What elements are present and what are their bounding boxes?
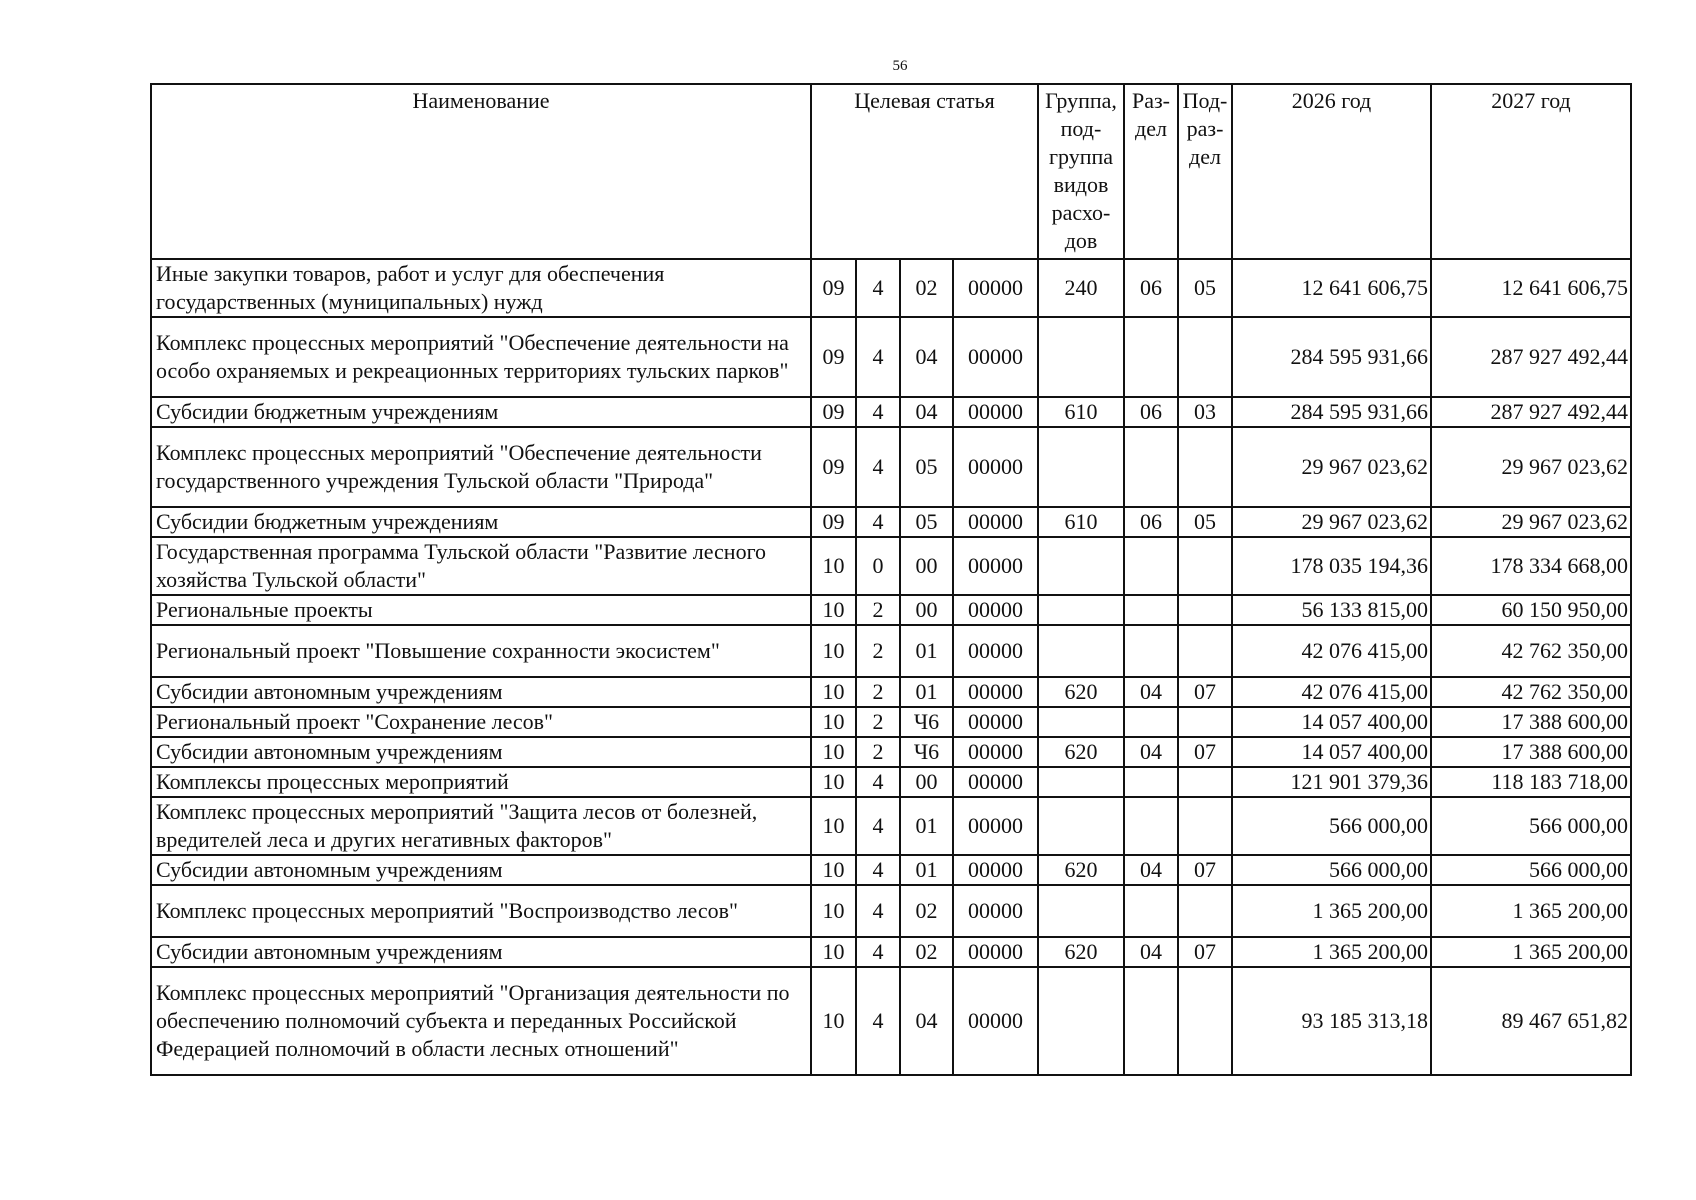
section-code [1124,767,1178,797]
amount-2026: 284 595 931,66 [1232,317,1431,397]
row-name: Региональный проект "Повышение сохранности экосистем" [151,625,811,677]
section-code [1124,317,1178,397]
amount-2027: 29 967 023,62 [1431,427,1631,507]
amount-2026: 14 057 400,00 [1232,737,1431,767]
row-name: Субсидии бюджетным учреждениям [151,507,811,537]
amount-2027: 12 641 606,75 [1431,259,1631,317]
target-code-structure: 02 [900,885,953,937]
table-row [151,537,1631,595]
amount-2027: 42 762 350,00 [1431,677,1631,707]
amount-2026: 14 057 400,00 [1232,707,1431,737]
header-year-2027: 2027 год [1431,84,1631,259]
target-code-direction: 00000 [953,625,1038,677]
target-code-program: 10 [811,737,856,767]
amount-2026: 566 000,00 [1232,855,1431,885]
target-code-structure: 01 [900,677,953,707]
target-code-type: 2 [856,707,900,737]
target-code-type: 4 [856,937,900,967]
amount-2027: 287 927 492,44 [1431,397,1631,427]
amount-2026: 42 076 415,00 [1232,677,1431,707]
target-code-structure: 01 [900,855,953,885]
subsection-code: 07 [1178,737,1232,767]
amount-2026: 93 185 313,18 [1232,967,1431,1075]
expense-group [1038,625,1124,677]
target-code-type: 4 [856,317,900,397]
table-row [151,855,1631,885]
target-code-program: 10 [811,595,856,625]
row-name: Государственная программа Тульской области "Развитие лесного хозяйства Тульской области" [151,537,811,595]
target-code-type: 4 [856,797,900,855]
target-code-type: 2 [856,677,900,707]
amount-2027: 17 388 600,00 [1431,707,1631,737]
table-row [151,677,1631,707]
row-name: Субсидии автономным учреждениям [151,677,811,707]
amount-2027: 29 967 023,62 [1431,507,1631,537]
expense-group [1038,767,1124,797]
target-code-type: 4 [856,427,900,507]
target-code-program: 10 [811,707,856,737]
target-code-structure: Ч6 [900,707,953,737]
table-row [151,507,1631,537]
target-code-type: 2 [856,595,900,625]
target-code-direction: 00000 [953,259,1038,317]
target-code-type: 2 [856,625,900,677]
subsection-code [1178,885,1232,937]
target-code-program: 09 [811,507,856,537]
section-code: 04 [1124,937,1178,967]
target-code-direction: 00000 [953,397,1038,427]
amount-2026: 1 365 200,00 [1232,937,1431,967]
target-code-direction: 00000 [953,885,1038,937]
header-name: Наименование [151,84,811,259]
row-name: Комплексы процессных мероприятий [151,767,811,797]
expense-group: 620 [1038,855,1124,885]
subsection-code [1178,707,1232,737]
section-code [1124,625,1178,677]
target-code-program: 10 [811,855,856,885]
target-code-structure: 00 [900,767,953,797]
target-code-structure: Ч6 [900,737,953,767]
table-row [151,967,1631,1075]
section-code: 06 [1124,259,1178,317]
subsection-code [1178,767,1232,797]
header-year-2026: 2026 год [1232,84,1431,259]
table-row [151,317,1631,397]
section-code [1124,885,1178,937]
target-code-direction: 00000 [953,595,1038,625]
section-code: 06 [1124,507,1178,537]
subsection-code [1178,797,1232,855]
expense-group [1038,967,1124,1075]
expense-group: 610 [1038,507,1124,537]
target-code-program: 10 [811,797,856,855]
expense-group: 610 [1038,397,1124,427]
subsection-code [1178,625,1232,677]
target-code-direction: 00000 [953,967,1038,1075]
target-code-direction: 00000 [953,937,1038,967]
target-code-program: 10 [811,677,856,707]
amount-2027: 287 927 492,44 [1431,317,1631,397]
target-code-type: 4 [856,967,900,1075]
expense-group [1038,317,1124,397]
amount-2027: 566 000,00 [1431,855,1631,885]
target-code-program: 10 [811,885,856,937]
section-code: 04 [1124,677,1178,707]
section-code [1124,427,1178,507]
amount-2027: 60 150 950,00 [1431,595,1631,625]
target-code-type: 4 [856,507,900,537]
row-name: Иные закупки товаров, работ и услуг для обеспечения государственных (муниципальных) нужд [151,259,811,317]
table-row [151,625,1631,677]
target-code-direction: 00000 [953,507,1038,537]
table-row [151,937,1631,967]
amount-2026: 284 595 931,66 [1232,397,1431,427]
target-code-program: 09 [811,427,856,507]
target-code-structure: 04 [900,967,953,1075]
amount-2026: 121 901 379,36 [1232,767,1431,797]
expense-group: 620 [1038,737,1124,767]
subsection-code [1178,595,1232,625]
amount-2026: 566 000,00 [1232,797,1431,855]
table-header-row [151,84,1631,259]
target-code-structure: 00 [900,537,953,595]
target-code-type: 4 [856,855,900,885]
expense-group [1038,885,1124,937]
row-name: Комплекс процессных мероприятий "Организация деятельности по обеспечению полномочий субъекта и переданных Российской Федерацией полномочий в области лесных отношений" [151,967,811,1075]
expense-group [1038,427,1124,507]
target-code-program: 10 [811,537,856,595]
section-code: 06 [1124,397,1178,427]
amount-2027: 566 000,00 [1431,797,1631,855]
target-code-structure: 04 [900,317,953,397]
target-code-structure: 04 [900,397,953,427]
target-code-program: 09 [811,397,856,427]
target-code-program: 10 [811,767,856,797]
expense-group: 240 [1038,259,1124,317]
subsection-code [1178,967,1232,1075]
section-code [1124,967,1178,1075]
table-body [151,259,1631,1075]
subsection-code [1178,427,1232,507]
row-name: Субсидии автономным учреждениям [151,937,811,967]
row-name: Региональные проекты [151,595,811,625]
amount-2027: 118 183 718,00 [1431,767,1631,797]
target-code-structure: 02 [900,259,953,317]
section-code [1124,797,1178,855]
header-razdel: Раз- дел [1124,84,1178,259]
expense-group: 620 [1038,677,1124,707]
amount-2026: 12 641 606,75 [1232,259,1431,317]
subsection-code: 03 [1178,397,1232,427]
row-name: Комплекс процессных мероприятий "Воспроизводство лесов" [151,885,811,937]
section-code [1124,595,1178,625]
subsection-code: 05 [1178,259,1232,317]
amount-2027: 178 334 668,00 [1431,537,1631,595]
table-row [151,595,1631,625]
header-podrazdel: Под- раз- дел [1178,84,1232,259]
target-code-program: 09 [811,317,856,397]
target-code-structure: 05 [900,507,953,537]
row-name: Субсидии бюджетным учреждениям [151,397,811,427]
table-row [151,767,1631,797]
row-name: Субсидии автономным учреждениям [151,855,811,885]
subsection-code: 05 [1178,507,1232,537]
amount-2027: 1 365 200,00 [1431,885,1631,937]
target-code-structure: 01 [900,625,953,677]
amount-2027: 1 365 200,00 [1431,937,1631,967]
table-row [151,737,1631,767]
budget-table [150,83,1632,1076]
row-name: Субсидии автономным учреждениям [151,737,811,767]
table-row [151,707,1631,737]
target-code-direction: 00000 [953,855,1038,885]
target-code-direction: 00000 [953,427,1038,507]
target-code-direction: 00000 [953,677,1038,707]
target-code-structure: 01 [900,797,953,855]
amount-2026: 29 967 023,62 [1232,427,1431,507]
amount-2026: 29 967 023,62 [1232,507,1431,537]
amount-2027: 89 467 651,82 [1431,967,1631,1075]
page-number: 56 [892,58,908,74]
target-code-type: 4 [856,259,900,317]
expense-group [1038,707,1124,737]
target-code-program: 09 [811,259,856,317]
target-code-structure: 00 [900,595,953,625]
amount-2027: 17 388 600,00 [1431,737,1631,767]
expense-group: 620 [1038,937,1124,967]
target-code-structure: 05 [900,427,953,507]
subsection-code: 07 [1178,855,1232,885]
amount-2026: 1 365 200,00 [1232,885,1431,937]
amount-2027: 42 762 350,00 [1431,625,1631,677]
table-row [151,797,1631,855]
target-code-direction: 00000 [953,737,1038,767]
amount-2026: 56 133 815,00 [1232,595,1431,625]
row-name: Региональный проект "Сохранение лесов" [151,707,811,737]
target-code-direction: 00000 [953,537,1038,595]
subsection-code: 07 [1178,677,1232,707]
subsection-code: 07 [1178,937,1232,967]
target-code-structure: 02 [900,937,953,967]
amount-2026: 42 076 415,00 [1232,625,1431,677]
table-row [151,885,1631,937]
subsection-code [1178,317,1232,397]
section-code [1124,707,1178,737]
table-row [151,427,1631,507]
row-name: Комплекс процессных мероприятий "Обеспечение деятельности на особо охраняемых и рекреационных территориях тульских парков" [151,317,811,397]
target-code-type: 4 [856,885,900,937]
target-code-direction: 00000 [953,767,1038,797]
target-code-type: 0 [856,537,900,595]
table-row [151,397,1631,427]
expense-group [1038,595,1124,625]
target-code-direction: 00000 [953,317,1038,397]
section-code [1124,537,1178,595]
section-code: 04 [1124,855,1178,885]
row-name: Комплекс процессных мероприятий "Защита лесов от болезней, вредителей леса и других негативных факторов" [151,797,811,855]
target-code-program: 10 [811,967,856,1075]
target-code-direction: 00000 [953,797,1038,855]
expense-group [1038,797,1124,855]
expense-group [1038,537,1124,595]
target-code-type: 4 [856,397,900,427]
table-row [151,259,1631,317]
row-name: Комплекс процессных мероприятий "Обеспечение деятельности государственного учреждения Тульской области "Природа" [151,427,811,507]
target-code-type: 2 [856,737,900,767]
amount-2026: 178 035 194,36 [1232,537,1431,595]
target-code-program: 10 [811,937,856,967]
target-code-type: 4 [856,767,900,797]
header-group: Группа, под- группа видов расхо- дов [1038,84,1124,259]
header-target-article: Целевая статья [811,84,1038,259]
subsection-code [1178,537,1232,595]
target-code-program: 10 [811,625,856,677]
section-code: 04 [1124,737,1178,767]
target-code-direction: 00000 [953,707,1038,737]
